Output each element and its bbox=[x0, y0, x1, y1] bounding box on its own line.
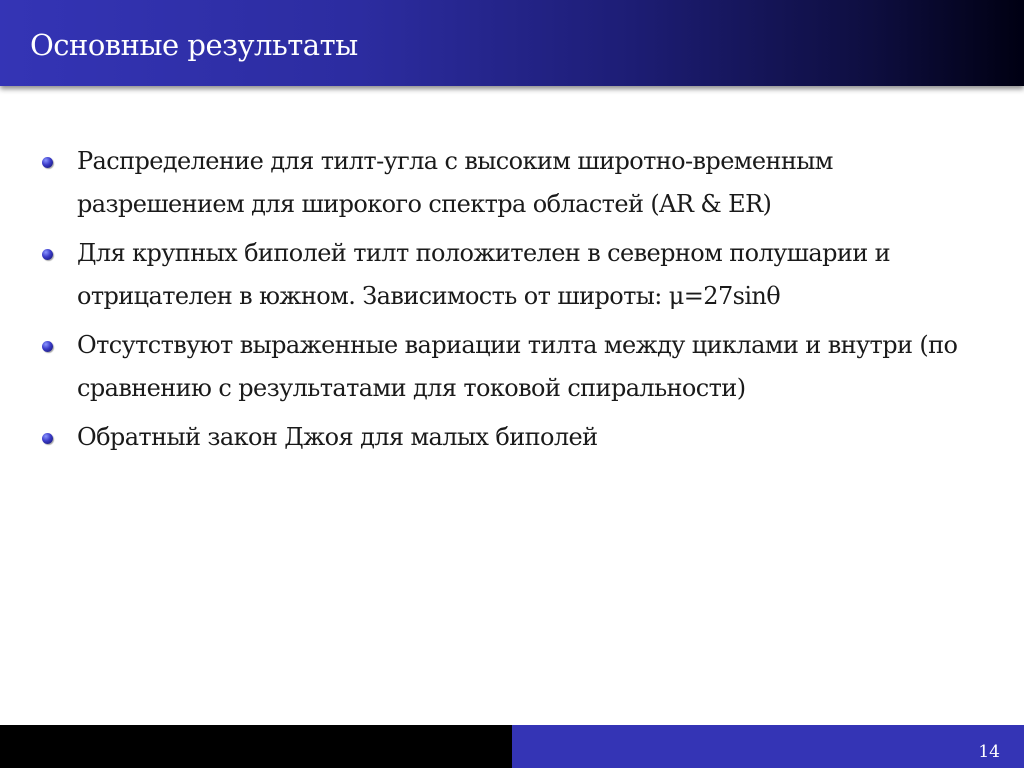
bullet-text: Для крупных биполей тилт положителен в северном полушарии и отрицателен в южном. Зависимость от широты: μ=27sinθ bbox=[77, 239, 891, 310]
footer-right-bar bbox=[512, 725, 1024, 768]
bullet-icon bbox=[42, 433, 53, 444]
slide-title: Основные результаты bbox=[30, 28, 358, 62]
page-number: 14 bbox=[978, 742, 1000, 762]
bullet-text: Распределение для тилт-угла с высоким широтно-временным разрешением для широкого спектра областей (AR & ER) bbox=[77, 147, 833, 218]
bullet-text: Отсутствуют выраженные вариации тилта между циклами и внутри (по сравнению с результатами для токовой спиральности) bbox=[77, 331, 958, 402]
bullet-item bbox=[0, 324, 1024, 410]
bullet-text: Обратный закон Джоя для малых биполей bbox=[77, 423, 598, 451]
bullet-icon bbox=[42, 249, 53, 260]
bullet-item bbox=[0, 232, 1024, 318]
bullet-icon bbox=[42, 341, 53, 352]
slide-content bbox=[0, 140, 1024, 465]
footer-left-bar bbox=[0, 725, 512, 768]
slide-header bbox=[0, 0, 1024, 86]
bullet-item bbox=[0, 140, 1024, 226]
bullet-list bbox=[0, 140, 1024, 459]
bullet-item bbox=[0, 416, 1024, 459]
bullet-icon bbox=[42, 157, 53, 168]
